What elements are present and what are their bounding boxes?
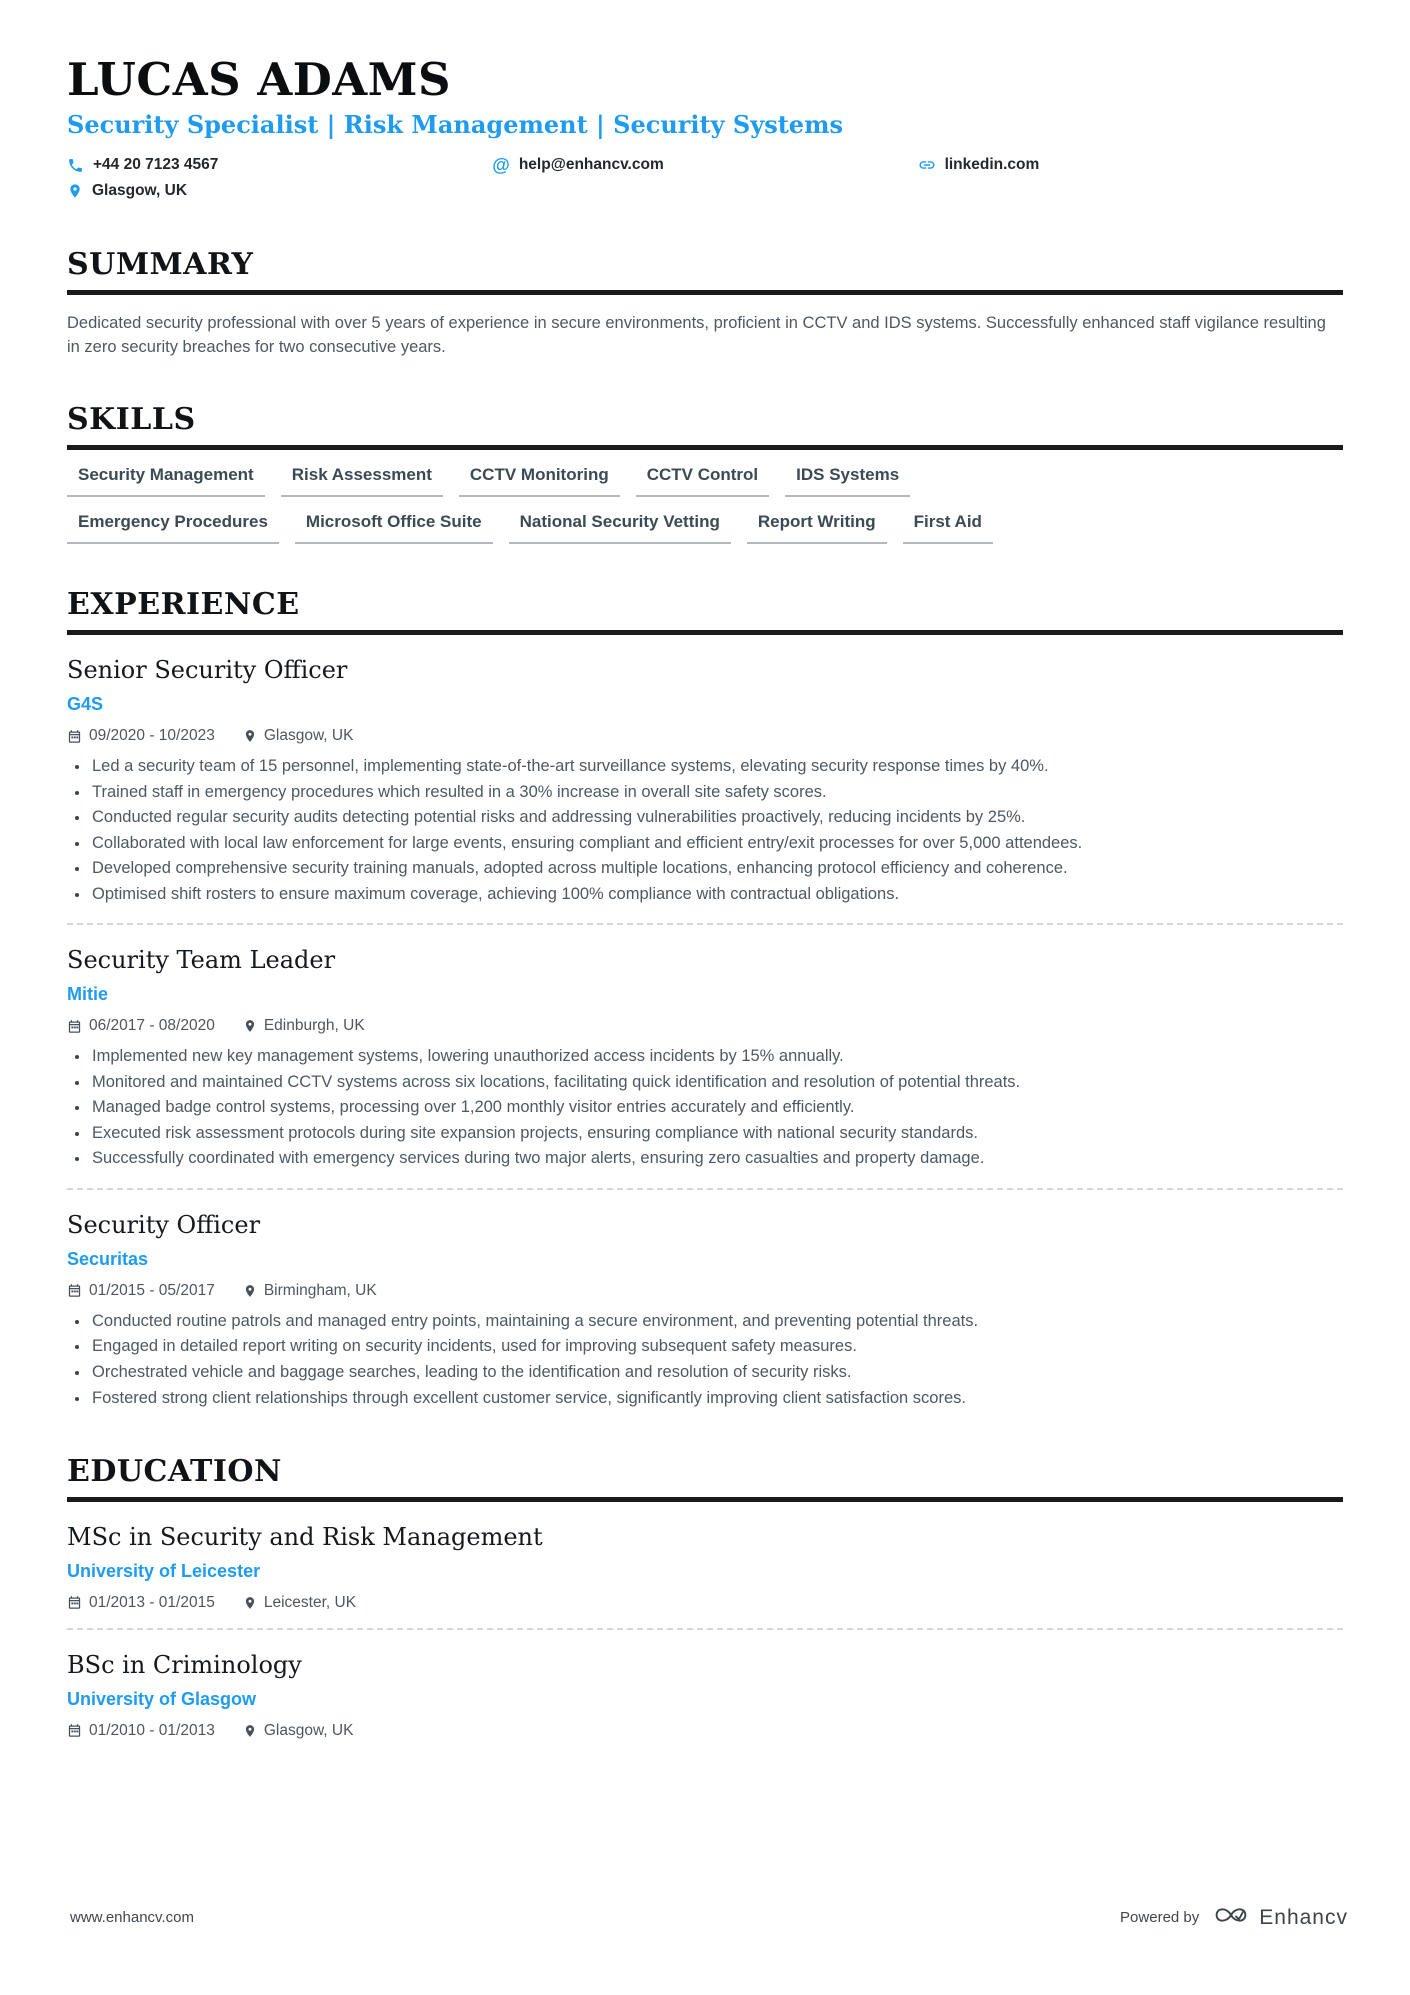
skill-tag: CCTV Control: [636, 450, 769, 497]
enhancv-logo-icon: [1213, 1902, 1249, 1933]
job-meta: [67, 1282, 1343, 1300]
date-range: [67, 1282, 215, 1300]
email-text: help@enhancv.com: [518, 156, 664, 174]
job-location: [243, 727, 354, 745]
company-name: Securitas: [67, 1248, 149, 1269]
skills-row-2: [67, 497, 1343, 544]
job-title: Security Team Leader: [67, 946, 336, 975]
experience-entry-1: [67, 635, 1343, 907]
job-title: Security Officer: [67, 1211, 261, 1240]
bullet-item: • Optimised shift rosters to ensure maximum coverage, achieving 100% compliance with contractual obligations.: [90, 882, 1343, 908]
bullet-item: • Engaged in detailed report writing on security incidents, used for improving subsequent safety measures.: [90, 1334, 1343, 1360]
company-name: Mitie: [67, 984, 109, 1005]
job-location: [243, 1017, 365, 1035]
phone-text: +44 20 7123 4567: [93, 156, 219, 174]
bullet-item: • Managed badge control systems, processing over 1,200 monthly visitor entries accurately and efficiently.: [90, 1095, 1343, 1121]
bullet-item: • Conducted regular security audits detecting potential risks and addressing vulnerabilities proactively, reducing incidents by 25%.: [90, 805, 1343, 831]
location-text: Edinburgh, UK: [263, 1017, 365, 1035]
job-meta: [67, 727, 1343, 745]
education-entry-2: [67, 1630, 1343, 1740]
job-bullets: [67, 1044, 1343, 1172]
job-meta: [67, 1017, 1343, 1035]
skill-tag: CCTV Monitoring: [459, 450, 620, 497]
education-heading: EDUCATION: [67, 1455, 1343, 1502]
education-location: [243, 1722, 354, 1740]
education-location: [243, 1594, 356, 1612]
skill-tag: National Security Vetting: [509, 497, 731, 544]
location-text: Birmingham, UK: [263, 1281, 377, 1299]
location-text: Leicester, UK: [263, 1593, 357, 1611]
date-range: [67, 727, 215, 745]
link-icon: [918, 156, 936, 174]
school-name: University of Leicester: [67, 1560, 261, 1581]
headline: Security Specialist | Risk Management | Security Systems: [67, 109, 843, 139]
enhancv-brand-link[interactable]: [1213, 1902, 1348, 1933]
location-pin-icon: [243, 1284, 257, 1298]
job-location: [243, 1282, 377, 1300]
bullet-item: • Implemented new key management systems, lowering unauthorized access incidents by 15% annually.: [90, 1044, 1343, 1070]
summary-text: Dedicated security professional with over 5 years of experience in secure environments, proficient in CCTV and IDS systems. Successfully enhanced staff vigilance resulting in zero security breaches for two consecutive years.: [67, 314, 1326, 356]
date-range: [67, 1594, 215, 1612]
person-name: LUCAS ADAMS: [67, 53, 451, 106]
skill-tag: Microsoft Office Suite: [295, 497, 493, 544]
location-text: Glasgow, UK: [263, 727, 354, 745]
bullet-item: • Conducted routine patrols and managed entry points, maintaining a secure environment, and preventing potential threats.: [90, 1309, 1343, 1335]
linkedin-text: linkedin.com: [944, 156, 1040, 174]
date-text: 01/2013 - 01/2015: [89, 1593, 215, 1611]
date-range: [67, 1722, 215, 1740]
location-text: Glasgow, UK: [263, 1721, 354, 1739]
degree-title: MSc in Security and Risk Management: [67, 1523, 543, 1552]
job-bullets: [67, 1309, 1343, 1411]
location-pin-icon: [243, 1596, 257, 1610]
contact-email[interactable]: [492, 152, 917, 178]
date-text: 09/2020 - 10/2023: [89, 727, 215, 745]
footer: [70, 1902, 1348, 1933]
contact-row: [67, 152, 1343, 204]
bullet-item: • Trained staff in emergency procedures which resulted in a 30% increase in overall site safety scores.: [90, 780, 1343, 806]
bullet-item: • Fostered strong client relationships through excellent customer service, significantly improving client satisfaction scores.: [90, 1386, 1343, 1412]
skill-tag: Report Writing: [747, 497, 887, 544]
skill-tag: Emergency Procedures: [67, 497, 279, 544]
location-pin-icon: [67, 183, 83, 199]
bullet-item: • Developed comprehensive security training manuals, adopted across multiple locations, enhancing protocol efficiency and coherence.: [90, 856, 1343, 882]
skills-heading: SKILLS: [67, 403, 1343, 450]
calendar-icon: [67, 729, 82, 744]
powered-by: [1120, 1902, 1348, 1933]
bullet-item: • Monitored and maintained CCTV systems across six locations, facilitating quick identification and resolution of potential threats.: [90, 1070, 1343, 1096]
contact-phone: [67, 152, 492, 178]
date-text: 06/2017 - 08/2020: [89, 1017, 215, 1035]
bullet-item: • Led a security team of 15 personnel, implementing state-of-the-art surveillance systems, elevating security response times by 40%.: [90, 754, 1343, 780]
date-text: 01/2015 - 05/2017: [89, 1281, 215, 1299]
skills-section: [67, 403, 1343, 544]
bullet-item: • Executed risk assessment protocols during site expansion projects, ensuring compliance with national security standards.: [90, 1121, 1343, 1147]
summary-section: [67, 248, 1343, 359]
experience-heading: EXPERIENCE: [67, 588, 1343, 635]
location-text: Glasgow, UK: [92, 182, 188, 200]
skills-row-1: [67, 450, 1343, 497]
summary-heading: SUMMARY: [67, 248, 1343, 295]
calendar-icon: [67, 1723, 82, 1738]
bullet-item: • Orchestrated vehicle and baggage searches, leading to the identification and resolution of security risks.: [90, 1360, 1343, 1386]
job-bullets: [67, 754, 1343, 907]
education-meta: [67, 1722, 1343, 1740]
location-pin-icon: [243, 1019, 257, 1033]
company-name: G4S: [67, 694, 104, 715]
location-pin-icon: [243, 729, 257, 743]
experience-entry-2: [67, 925, 1343, 1172]
school-name: University of Glasgow: [67, 1688, 257, 1709]
powered-by-label: Powered by: [1120, 1909, 1200, 1926]
calendar-icon: [67, 1595, 82, 1610]
at-icon: @: [492, 155, 510, 176]
education-entry-1: [67, 1502, 1343, 1612]
education-meta: [67, 1594, 1343, 1612]
degree-title: BSc in Criminology: [67, 1650, 302, 1679]
bullet-item: • Successfully coordinated with emergency services during two major alerts, ensuring zero casualties and property damage.: [90, 1146, 1343, 1172]
skill-tag: First Aid: [903, 497, 993, 544]
enhancv-brand-name: Enhancv: [1259, 1905, 1348, 1929]
bullet-item: • Collaborated with local law enforcement for large events, ensuring compliant and efficient entry/exit processes for over 5,000 attendees.: [90, 831, 1343, 857]
footer-website-link[interactable]: www.enhancv.com: [70, 1909, 194, 1926]
calendar-icon: [67, 1283, 82, 1298]
header: [67, 53, 1343, 204]
skill-tag: IDS Systems: [785, 450, 910, 497]
education-section: [67, 1455, 1343, 1740]
phone-icon: [67, 157, 84, 174]
skill-tag: Security Management: [67, 450, 265, 497]
skill-tag: Risk Assessment: [281, 450, 443, 497]
experience-entry-3: [67, 1190, 1343, 1411]
contact-location: [67, 178, 492, 204]
calendar-icon: [67, 1019, 82, 1034]
job-title: Senior Security Officer: [67, 656, 348, 685]
location-pin-icon: [243, 1724, 257, 1738]
contact-linkedin[interactable]: [918, 152, 1343, 178]
date-text: 01/2010 - 01/2013: [89, 1721, 215, 1739]
date-range: [67, 1017, 215, 1035]
experience-section: [67, 588, 1343, 1411]
